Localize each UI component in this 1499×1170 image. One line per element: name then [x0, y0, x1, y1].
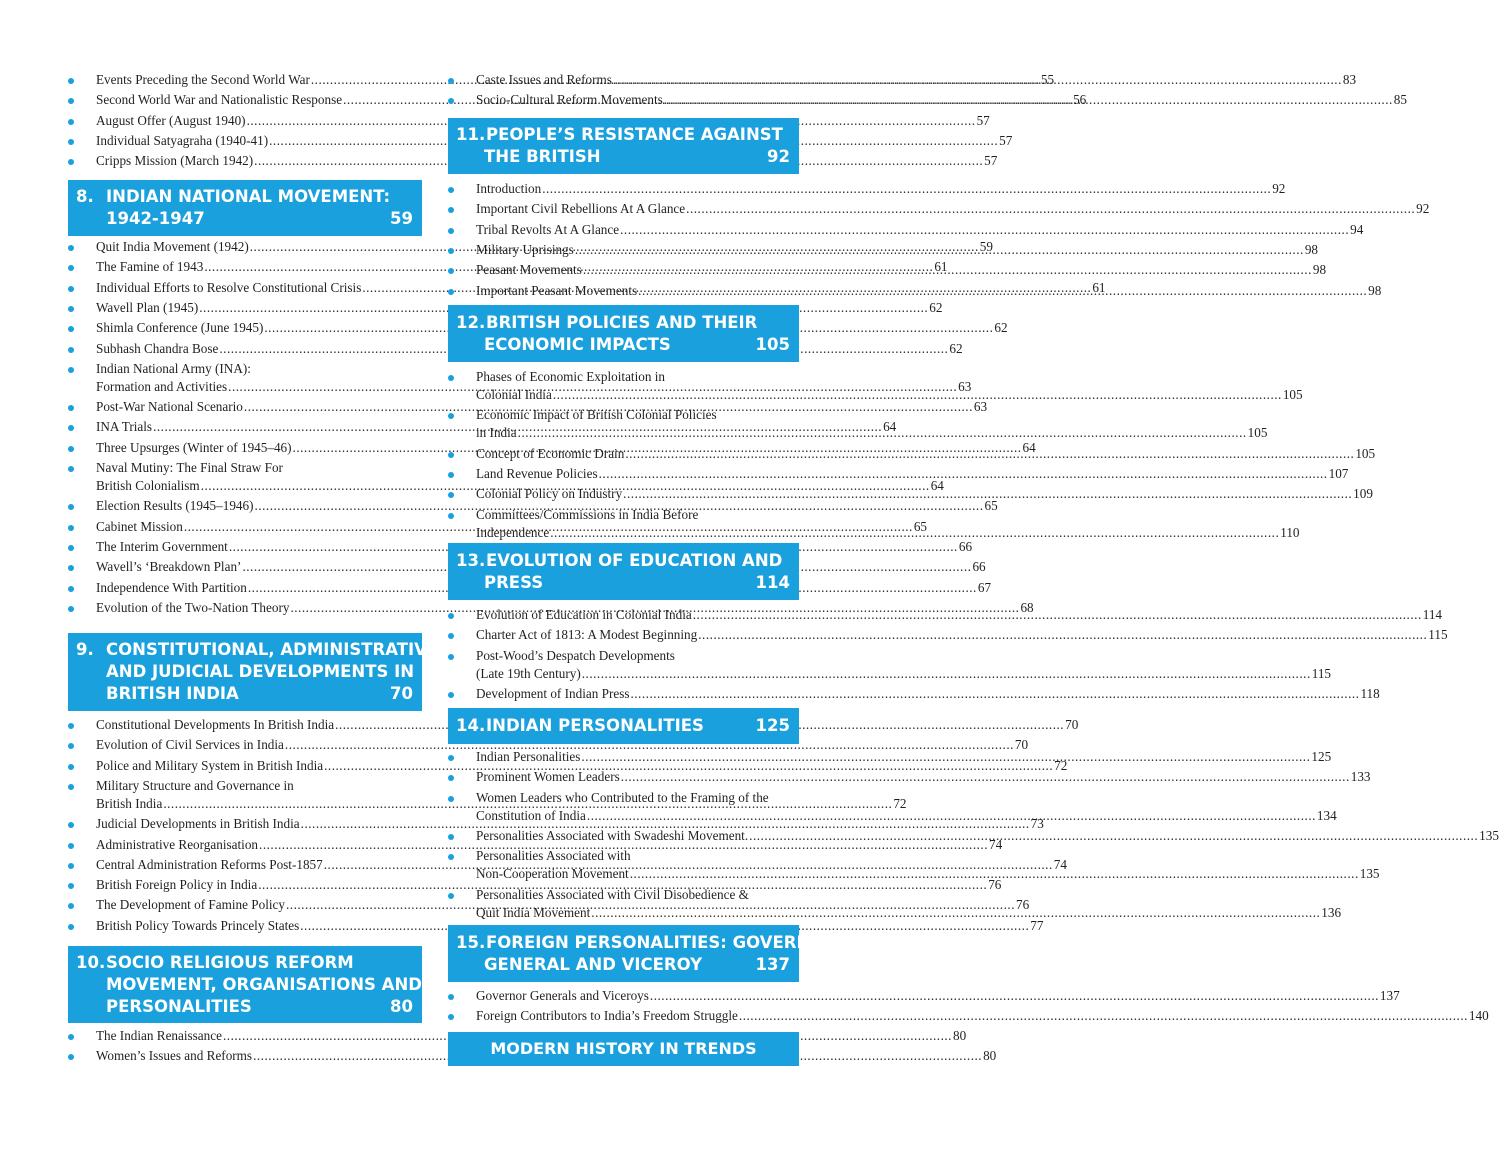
bullet-icon	[448, 375, 454, 381]
toc-entry-page: 61	[1092, 279, 1106, 295]
dot-leader	[599, 465, 1328, 483]
toc-entry-page: 98	[1304, 241, 1318, 257]
toc-entry-page: 118	[1360, 685, 1380, 701]
bullet-icon	[68, 446, 74, 452]
bullet-icon	[68, 883, 74, 889]
bullet-icon	[68, 743, 74, 749]
toc-entry[interactable]	[448, 768, 1371, 786]
bullet-icon	[68, 367, 74, 373]
toc-entry-title: Constitutional Developments In British India	[96, 717, 335, 732]
bullet-icon	[68, 565, 74, 571]
toc-entry-page: 115	[1428, 627, 1448, 643]
dot-leader	[575, 241, 1304, 259]
dot-leader	[583, 261, 1312, 279]
toc-entry-title: Quit India Movement	[476, 904, 591, 920]
toc-entry-title: Colonial India	[476, 387, 552, 402]
bullet-icon	[68, 425, 74, 431]
dot-leader	[698, 626, 1427, 644]
dot-leader	[623, 485, 1352, 503]
chapter-title-line: AND JUDICIAL DEVELOPMENTS IN	[106, 662, 415, 681]
bullet-icon	[448, 289, 454, 295]
chapter-number: 14.	[456, 716, 486, 735]
toc-entry-page: 109	[1353, 486, 1373, 502]
bullet-icon	[448, 187, 454, 193]
toc-entry-page: 140	[1468, 1008, 1489, 1024]
toc-entry-title: Administrative Reorganisation	[96, 836, 259, 852]
bullet-icon	[448, 893, 454, 899]
toc-entry-title: Non-Cooperation Movement	[476, 866, 629, 882]
bullet-icon	[448, 228, 454, 234]
toc-entry-title: Independence With Partition	[96, 579, 247, 595]
chapter-number: 10.	[76, 952, 106, 972]
toc-entry-title: (Late 19th Century)	[476, 665, 581, 681]
toc-entry-page: 77	[1030, 917, 1044, 933]
toc-entry-title: Post-War National Scenario	[96, 399, 243, 415]
toc-entry-page: 107	[1328, 465, 1349, 481]
chapter-title-line: ECONOMIC IMPACTS	[484, 334, 671, 354]
toc-entry-page: 65	[913, 518, 928, 534]
toc-entry[interactable]	[68, 757, 1068, 775]
toc-entry[interactable]	[448, 987, 1400, 1005]
toc-entry-title: Peasant Movements	[476, 262, 582, 278]
bullet-icon	[68, 139, 74, 145]
chapter-title-line: GENERAL AND VICEROY	[484, 954, 703, 974]
dot-leader	[630, 865, 1359, 883]
toc-entry-title: Women’s Issues and Reforms	[96, 1048, 253, 1064]
dot-leader	[664, 91, 1393, 109]
toc-entry-page: 57	[984, 153, 998, 169]
bullet-icon	[448, 834, 454, 840]
toc-entry-page: 135	[1359, 866, 1380, 882]
toc-entry-page: 56	[1073, 92, 1087, 108]
toc-entry-title: Governor Generals and Viceroys	[476, 988, 649, 1003]
toc-entry-title: British India	[96, 795, 163, 811]
bullet-icon	[68, 504, 74, 510]
bullet-icon	[448, 413, 454, 419]
bullet-icon	[448, 1014, 454, 1020]
toc-entry-title-line1: Personalities Associated with Civil Disobedience &	[476, 886, 749, 902]
bullet-icon	[68, 1054, 74, 1060]
toc-entry-title: Formation and Activities	[96, 378, 228, 394]
toc-entry[interactable]	[68, 538, 973, 556]
chapter-title-line: BRITISH POLICIES AND THEIR	[486, 312, 758, 332]
chapter-title-line: PERSONALITIES	[106, 996, 252, 1016]
bullet-icon	[68, 326, 74, 332]
toc-entry-page: 125	[1311, 749, 1332, 764]
bullet-icon	[448, 775, 454, 781]
toc-entry-title: Concept of Economic Drain	[476, 445, 625, 461]
dot-leader	[739, 1007, 1468, 1025]
toc-entry-title: Important Civil Rebellions At A Glance	[476, 201, 686, 217]
toc-entry-page: 72	[1054, 757, 1068, 773]
toc-entry-page: 72	[893, 795, 907, 811]
toc-entry-title: August Offer (August 1940)	[96, 112, 246, 128]
dot-leader	[620, 221, 1349, 239]
toc-entry-page: 67	[977, 579, 992, 595]
toc-entry-page: 73	[1030, 816, 1044, 832]
toc-entry-page: 80	[983, 1048, 997, 1064]
chapter-title-line: INDIAN NATIONAL MOVEMENT:	[106, 187, 391, 206]
toc-entry-title: Caste Issues and Reforms	[476, 72, 612, 87]
toc-entry-title: INA Trials	[96, 419, 153, 435]
toc-entry-title: Development of Indian Press	[476, 685, 630, 701]
toc-entry[interactable]	[448, 647, 1332, 683]
chapter-page: 105	[755, 334, 790, 354]
bullet-icon	[68, 347, 74, 353]
chapter-page: 80	[390, 996, 413, 1016]
toc-entry-title: The Development of Famine Policy	[96, 897, 285, 913]
toc-entry-title: Military Uprisings	[476, 241, 574, 257]
toc-entry-page: 62	[929, 299, 943, 315]
modern-history-in-trends-banner[interactable]: MODERN HISTORY IN TRENDS	[448, 1032, 799, 1066]
toc-entry-title: Evolution of Education in Colonial India	[476, 607, 692, 622]
toc-entry-page: 92	[1416, 201, 1430, 217]
toc-entry-page: 83	[1342, 72, 1357, 87]
toc-entry-page: 65	[984, 498, 998, 514]
chapter-title-line: BRITISH INDIA	[106, 684, 239, 703]
bullet-icon	[68, 286, 74, 292]
toc-entry-title: Tribal Revolts At A Glance	[476, 221, 620, 237]
bullet-icon	[448, 994, 454, 1000]
chapter-title-line: SOCIO RELIGIOUS REFORM	[106, 952, 354, 972]
chapter-13-header[interactable]	[448, 543, 799, 600]
dot-leader	[630, 685, 1359, 703]
toc-entry[interactable]	[448, 180, 1286, 198]
dot-leader	[553, 386, 1282, 404]
bullet-icon	[448, 654, 454, 660]
toc-entry-page: 134	[1316, 807, 1337, 823]
bullet-icon	[68, 405, 74, 411]
toc-entry-title: Introduction	[476, 181, 542, 196]
bullet-icon	[68, 863, 74, 869]
toc-entry-title: Second World War and Nationalistic Response	[96, 92, 343, 108]
toc-entry-page: 137	[1379, 988, 1400, 1003]
chapter-page: 70	[390, 684, 413, 703]
toc-entry-title-line1: Women Leaders who Contributed to the Framing of the	[476, 789, 769, 805]
dot-leader	[550, 524, 1279, 542]
toc-entry[interactable]	[448, 685, 1380, 703]
dot-leader	[749, 827, 1478, 845]
bullet-icon	[68, 545, 74, 551]
toc-entry[interactable]	[68, 736, 1029, 754]
toc-entry[interactable]	[448, 221, 1364, 239]
toc-entry-title: Land Revenue Policies	[476, 465, 598, 481]
bullet-icon	[68, 586, 74, 592]
chapter-title-line: THE BRITISH	[484, 147, 601, 166]
toc-entry-title: Wavell’s ‘Breakdown Plan’	[96, 559, 242, 575]
toc-entry-page: 85	[1393, 92, 1407, 108]
toc-entry-title: Prominent Women Leaders	[476, 769, 620, 785]
dot-leader	[693, 606, 1422, 624]
bullet-icon	[448, 633, 454, 639]
toc-entry-title: Individual Satyagraha (1940-41)	[96, 132, 269, 148]
toc-entry[interactable]	[68, 836, 1003, 854]
bullet-icon	[68, 159, 74, 165]
dot-leader	[581, 748, 1310, 766]
chapter-12-header[interactable]	[448, 305, 799, 362]
toc-entry-title: Evolution of Civil Services in India	[96, 737, 284, 753]
toc-entry-page: 76	[988, 877, 1002, 893]
chapter-9-header[interactable]	[68, 633, 445, 711]
toc-entry[interactable]	[68, 1027, 967, 1045]
toc-entry-title: British Policy Towards Princely States	[96, 917, 300, 933]
toc-entry-page: 74	[1053, 856, 1067, 872]
toc-entry-page: 59	[979, 239, 993, 254]
toc-entry-title: The Interim Government	[96, 538, 228, 554]
bullet-icon	[68, 903, 74, 909]
toc-entry-title: British Foreign Policy in India	[96, 877, 258, 893]
toc-entry-page: 105	[1282, 387, 1303, 402]
toc-entry-title: Shimla Conference (June 1945)	[96, 320, 264, 336]
bullet-icon	[68, 723, 74, 729]
bullet-icon	[448, 796, 454, 802]
bullet-icon	[68, 1034, 74, 1040]
bullet-icon	[448, 268, 454, 274]
toc-entry-title-line1: Personalities Associated with	[476, 848, 631, 864]
toc-entry-title: The Indian Renaissance	[96, 1028, 222, 1043]
toc-entry-page: 66	[958, 538, 973, 554]
bullet-icon	[448, 854, 454, 860]
toc-entry-title: Events Preceding the Second World War	[96, 72, 310, 87]
bullet-icon	[68, 306, 74, 312]
toc-entry-page: 135	[1479, 827, 1499, 843]
bullet-icon	[68, 119, 74, 125]
toc-entry-page: 55	[1040, 72, 1055, 87]
toc-entry-title: Indian Personalities	[476, 749, 581, 764]
toc-entry-page: 57	[999, 132, 1013, 148]
toc-entry-title: Quit India Movement (1942)	[96, 239, 249, 254]
toc-entry-title: Socio-Cultural Reform Movements	[476, 92, 663, 108]
chapter-number: 13.	[456, 550, 486, 570]
chapter-page: 125	[755, 716, 790, 735]
chapter-14-header[interactable]	[448, 708, 799, 744]
bullet-icon	[448, 248, 454, 254]
toc-entry-page: 68	[1020, 599, 1034, 615]
dot-leader	[686, 200, 1415, 218]
toc-entry[interactable]	[448, 465, 1349, 483]
toc-entry-title: Judicial Developments in British India	[96, 816, 300, 832]
chapter-title-line: PEOPLE’S RESISTANCE AGAINST	[486, 125, 783, 144]
bullet-icon	[448, 207, 454, 213]
toc-entry[interactable]	[448, 626, 1448, 644]
toc-entry-title: Evolution of the Two-Nation Theory	[96, 599, 290, 615]
toc-entry-title: Important Peasant Movements	[476, 282, 638, 298]
chapter-title-line: INDIAN PERSONALITIES	[486, 716, 704, 735]
toc-entry-title: Independence	[476, 524, 550, 540]
toc-entry-page: 92	[1272, 181, 1286, 196]
chapter-number: 15.	[456, 932, 486, 952]
toc-entry-page: 66	[972, 559, 986, 575]
toc-entry-page: 80	[952, 1028, 967, 1043]
toc-entry-page: 115	[1311, 665, 1332, 681]
toc-entry-title: British Colonialism	[96, 478, 200, 493]
bullet-icon	[448, 492, 454, 498]
bullet-icon	[448, 513, 454, 519]
chapter-number: 8.	[76, 187, 94, 206]
bullet-icon	[68, 764, 74, 770]
chapter-title-line: MOVEMENT, ORGANISATIONS AND	[106, 974, 422, 994]
bullet-icon	[68, 843, 74, 849]
toc-entry-title: Colonial Policy on Industry	[476, 486, 623, 502]
bullet-icon	[448, 472, 454, 478]
bullet-icon	[68, 265, 74, 271]
toc-entry-title: Constitution of India	[476, 807, 586, 823]
bullet-icon	[448, 755, 454, 761]
dot-leader	[587, 807, 1316, 825]
toc-entry-title: Charter Act of 1813: A Modest Beginning	[476, 627, 698, 643]
chapter-number: 12.	[456, 312, 486, 332]
dot-leader	[591, 904, 1320, 922]
toc-entry[interactable]	[448, 200, 1430, 218]
toc-entry-title: The Famine of 1943	[96, 259, 204, 275]
toc-entry[interactable]	[448, 1007, 1489, 1025]
toc-entry-page: 64	[883, 419, 897, 435]
toc-entry-title-line1: Naval Mutiny: The Final Straw For	[96, 460, 283, 475]
chapter-8-header[interactable]	[68, 180, 422, 236]
toc-entry-title-line1: Phases of Economic Exploitation in	[476, 369, 665, 384]
bullet-icon	[68, 525, 74, 531]
chapter-page: 137	[755, 954, 790, 974]
toc-entry-title: Wavell Plan (1945)	[96, 299, 199, 315]
toc-entry-page: 94	[1350, 221, 1364, 237]
bullet-icon	[68, 784, 74, 790]
toc-entry-title-line1: Indian National Army (INA):	[96, 360, 251, 376]
toc-entry-page: 105	[1247, 425, 1268, 441]
toc-entry-title: Three Upsurges (Winter of 1945–46)	[96, 439, 292, 455]
toc-entry-page: 62	[994, 320, 1008, 336]
chapter-title-line: EVOLUTION OF EDUCATION AND	[486, 550, 783, 570]
toc-entry-page: 136	[1321, 904, 1342, 920]
toc-entry-title: Cripps Mission (March 1942)	[96, 153, 254, 169]
chapter-11-header[interactable]	[448, 118, 799, 174]
chapter-number: 9.	[76, 640, 94, 659]
toc-entry-title: Subhash Chandra Bose	[96, 340, 219, 356]
toc-entry-title-line1: Post-Wood’s Despatch Developments	[476, 647, 675, 663]
bullet-icon	[448, 692, 454, 698]
chapter-title-line: FOREIGN PERSONALITIES: GOVERNOR	[486, 932, 838, 952]
toc-entry-page: 110	[1280, 524, 1300, 540]
toc-entry-page: 105	[1355, 445, 1376, 461]
bullet-icon	[68, 822, 74, 828]
bullet-icon	[448, 452, 454, 458]
toc-entry-page: 76	[1015, 897, 1030, 913]
toc-entry-title: Personalities Associated with Swadeshi Movement.	[476, 827, 749, 843]
dot-leader	[650, 987, 1379, 1005]
toc-entry[interactable]	[68, 299, 943, 317]
bullet-icon	[68, 98, 74, 104]
toc-entry[interactable]	[68, 112, 990, 130]
dot-leader	[613, 71, 1342, 89]
toc-entry[interactable]	[68, 917, 1044, 935]
toc-entry-title: Foreign Contributors to India’s Freedom Struggle	[476, 1008, 738, 1024]
dot-leader	[582, 665, 1311, 683]
toc-entry-page: 74	[989, 836, 1003, 852]
toc-entry-title: Election Results (1945–1946)	[96, 498, 254, 514]
toc-entry-title: Cabinet Mission	[96, 518, 183, 534]
dot-leader	[621, 768, 1350, 786]
toc-entry-page: 70	[1065, 717, 1079, 732]
chapter-page: 92	[767, 147, 790, 166]
chapter-page: 114	[755, 572, 790, 592]
toc-entry-title-line1: Military Structure and Governance in	[96, 777, 294, 793]
toc-entry-title: in India	[476, 425, 517, 441]
toc-entry-title-line1: Economic Impact of British Colonial Policies	[476, 407, 717, 423]
bullet-icon	[448, 613, 454, 619]
chapter-title-line: 1942-1947	[106, 209, 205, 228]
toc-entry-page: 133	[1350, 769, 1371, 785]
bullet-icon	[448, 98, 454, 104]
chapter-number: 11.	[456, 125, 486, 144]
bullet-icon	[68, 924, 74, 930]
chapter-10-header[interactable]	[68, 946, 422, 1023]
bullet-icon	[68, 466, 74, 472]
toc-entry-title: Central Administration Reforms Post-1857	[96, 856, 323, 872]
bullet-icon	[68, 245, 74, 251]
dot-leader	[542, 180, 1271, 198]
toc-entry-page: 70	[1014, 737, 1029, 753]
chapter-title-line: PRESS	[484, 572, 544, 592]
toc-entry-page: 61	[934, 259, 948, 275]
chapter-15-header[interactable]	[448, 925, 838, 982]
toc-entry-page: 64	[930, 478, 944, 493]
toc-entry-page: 64	[1022, 439, 1036, 455]
toc-entry-page: 57	[976, 112, 990, 128]
bullet-icon	[68, 78, 74, 84]
bullet-icon	[448, 78, 454, 84]
toc-entry-page: 63	[958, 378, 972, 394]
chapter-title-line: CONSTITUTIONAL, ADMINISTRATIVE,	[106, 640, 445, 659]
dot-leader	[638, 282, 1367, 300]
toc-entry-title: Police and Military System in British India	[96, 757, 324, 773]
chapter-page: 59	[390, 209, 413, 228]
toc-entry-page: 114	[1422, 607, 1443, 622]
toc-entry-page: 98	[1312, 262, 1327, 278]
toc-entry-title-line1: Committees/Commissions in India Before	[476, 506, 699, 522]
toc-entry-page: 63	[973, 399, 988, 415]
dot-leader	[518, 424, 1247, 442]
toc-entry-page: 62	[949, 340, 963, 356]
toc-entry-page: 98	[1368, 282, 1382, 298]
dot-leader	[625, 445, 1354, 463]
bullet-icon	[68, 606, 74, 612]
toc-entry-title: Individual Efforts to Resolve Constitutional Crisis	[96, 279, 362, 295]
